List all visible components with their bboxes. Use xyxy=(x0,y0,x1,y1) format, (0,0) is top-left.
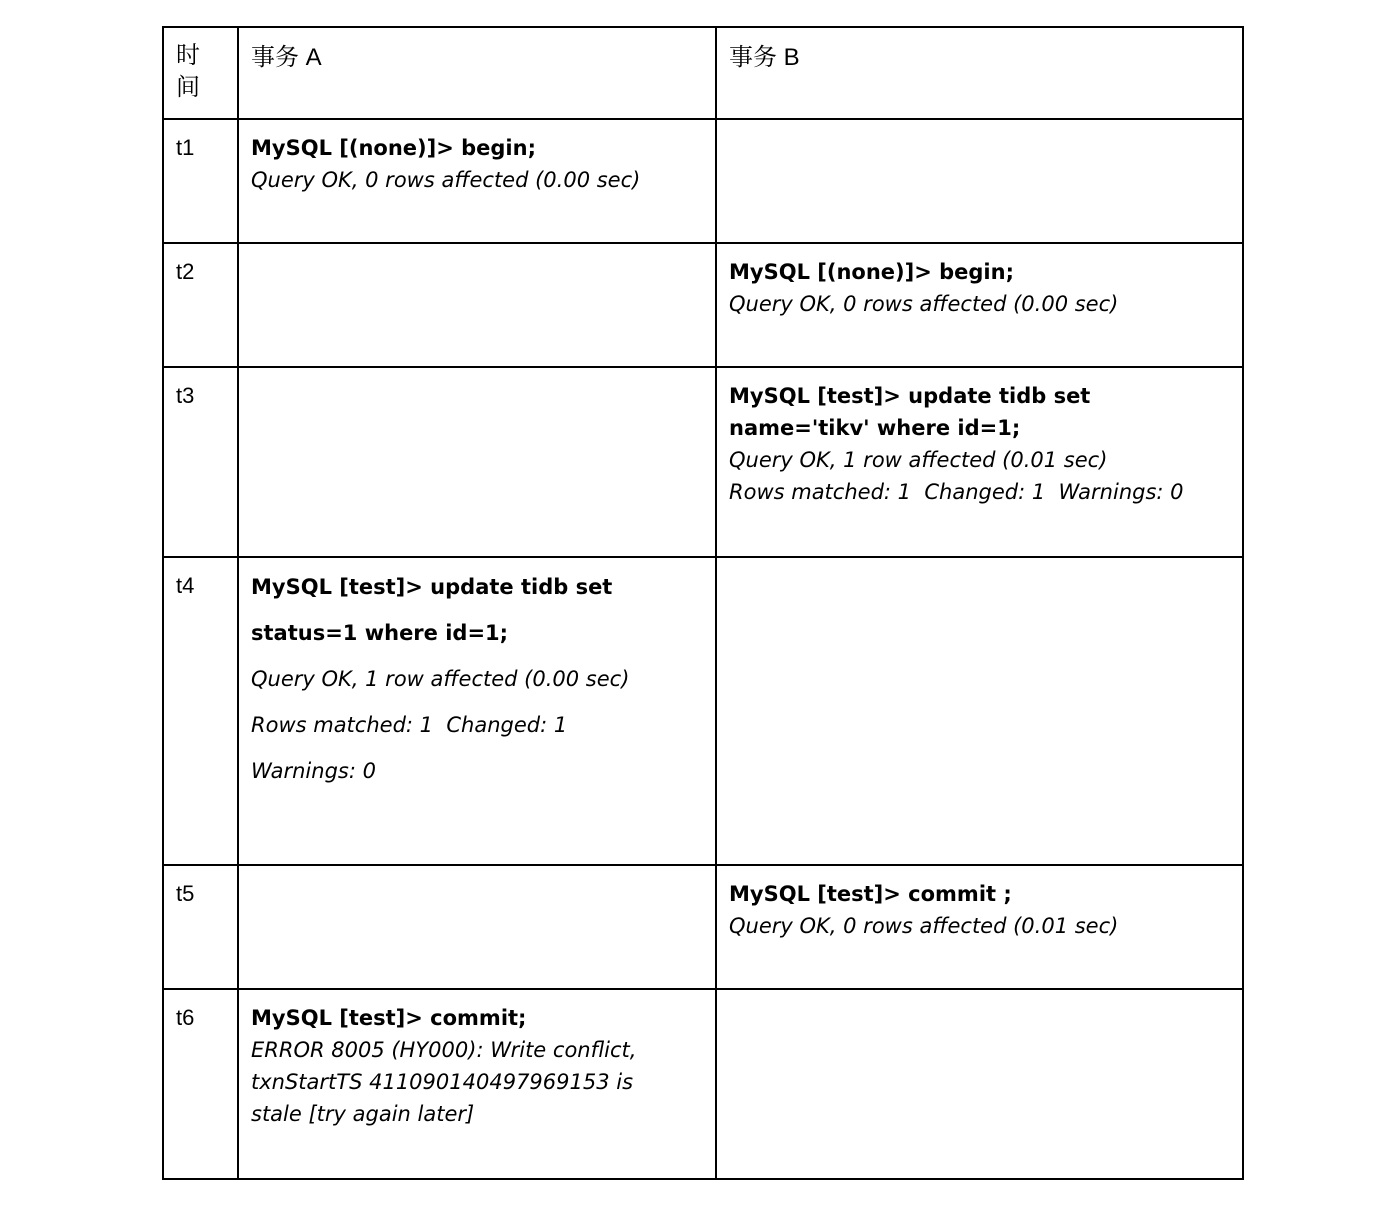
time-cell xyxy=(163,119,238,243)
sql-output-line: Rows matched: 1 Changed: 1 Warnings: 0 xyxy=(729,480,1184,504)
time-label: t3 xyxy=(176,383,195,408)
table-row xyxy=(163,367,1243,557)
sql-output-line: Query OK, 0 rows affected (0.01 sec) xyxy=(729,914,1119,938)
time-cell xyxy=(163,243,238,367)
table-row xyxy=(163,119,1243,243)
transaction-b-cell xyxy=(716,557,1243,865)
transaction-timeline-table xyxy=(162,26,1244,1180)
transaction-b-cell xyxy=(716,367,1243,557)
transaction-b-cell xyxy=(716,989,1243,1179)
time-cell xyxy=(163,367,238,557)
transaction-a-cell xyxy=(238,367,716,557)
sql-command-line: MySQL [test]> commit ; xyxy=(729,882,1012,906)
time-label: t2 xyxy=(176,259,195,284)
sql-command-line: name='tikv' where id=1; xyxy=(729,416,1021,440)
transaction-a-cell xyxy=(238,119,716,243)
time-label: t4 xyxy=(176,573,195,598)
header-transaction-b-cell xyxy=(716,27,1243,119)
transaction-a-cell xyxy=(238,865,716,989)
sql-command-line: status=1 where id=1; xyxy=(251,621,509,645)
time-cell xyxy=(163,557,238,865)
header-time: 时间 xyxy=(176,42,200,101)
table-row xyxy=(163,989,1243,1179)
header-row xyxy=(163,27,1243,119)
table-row xyxy=(163,557,1243,865)
table-row xyxy=(163,865,1243,989)
sql-output-line: ERROR 8005 (HY000): Write conflict, xyxy=(251,1038,637,1062)
sql-command-line: MySQL [(none)]> begin; xyxy=(251,136,536,160)
sql-command-line: MySQL [test]> commit; xyxy=(251,1006,527,1030)
sql-command-line: MySQL [test]> update tidb set xyxy=(729,384,1091,408)
table-row xyxy=(163,243,1243,367)
sql-output-line: Query OK, 0 rows affected (0.00 sec) xyxy=(251,168,641,192)
sql-command-line: MySQL [(none)]> begin; xyxy=(729,260,1014,284)
transaction-b-cell xyxy=(716,243,1243,367)
transaction-a-cell xyxy=(238,989,716,1179)
sql-output-line: Query OK, 0 rows affected (0.00 sec) xyxy=(729,292,1119,316)
transaction-b-cell xyxy=(716,119,1243,243)
transaction-b-cell xyxy=(716,865,1243,989)
transaction-a-cell xyxy=(238,557,716,865)
sql-output-line: Query OK, 1 row affected (0.00 sec) xyxy=(251,667,630,691)
sql-command-line: MySQL [test]> update tidb set xyxy=(251,575,613,599)
header-time-cell xyxy=(163,27,238,119)
transaction-a-cell xyxy=(238,243,716,367)
sql-output-line: Warnings: 0 xyxy=(251,759,376,783)
time-label: t5 xyxy=(176,881,195,906)
sql-output-line: txnStartTS 411090140497969153 is xyxy=(251,1070,634,1094)
sql-output-line: stale [try again later] xyxy=(251,1102,475,1126)
time-label: t6 xyxy=(176,1005,195,1030)
sql-output-line: Rows matched: 1 Changed: 1 xyxy=(251,713,568,737)
sql-output-line: Query OK, 1 row affected (0.01 sec) xyxy=(729,448,1108,472)
header-transaction-b: 事务 B xyxy=(729,44,800,71)
time-cell xyxy=(163,989,238,1179)
time-cell xyxy=(163,865,238,989)
header-transaction-a-cell xyxy=(238,27,716,119)
time-label: t1 xyxy=(176,135,195,160)
header-transaction-a: 事务 A xyxy=(251,44,322,71)
